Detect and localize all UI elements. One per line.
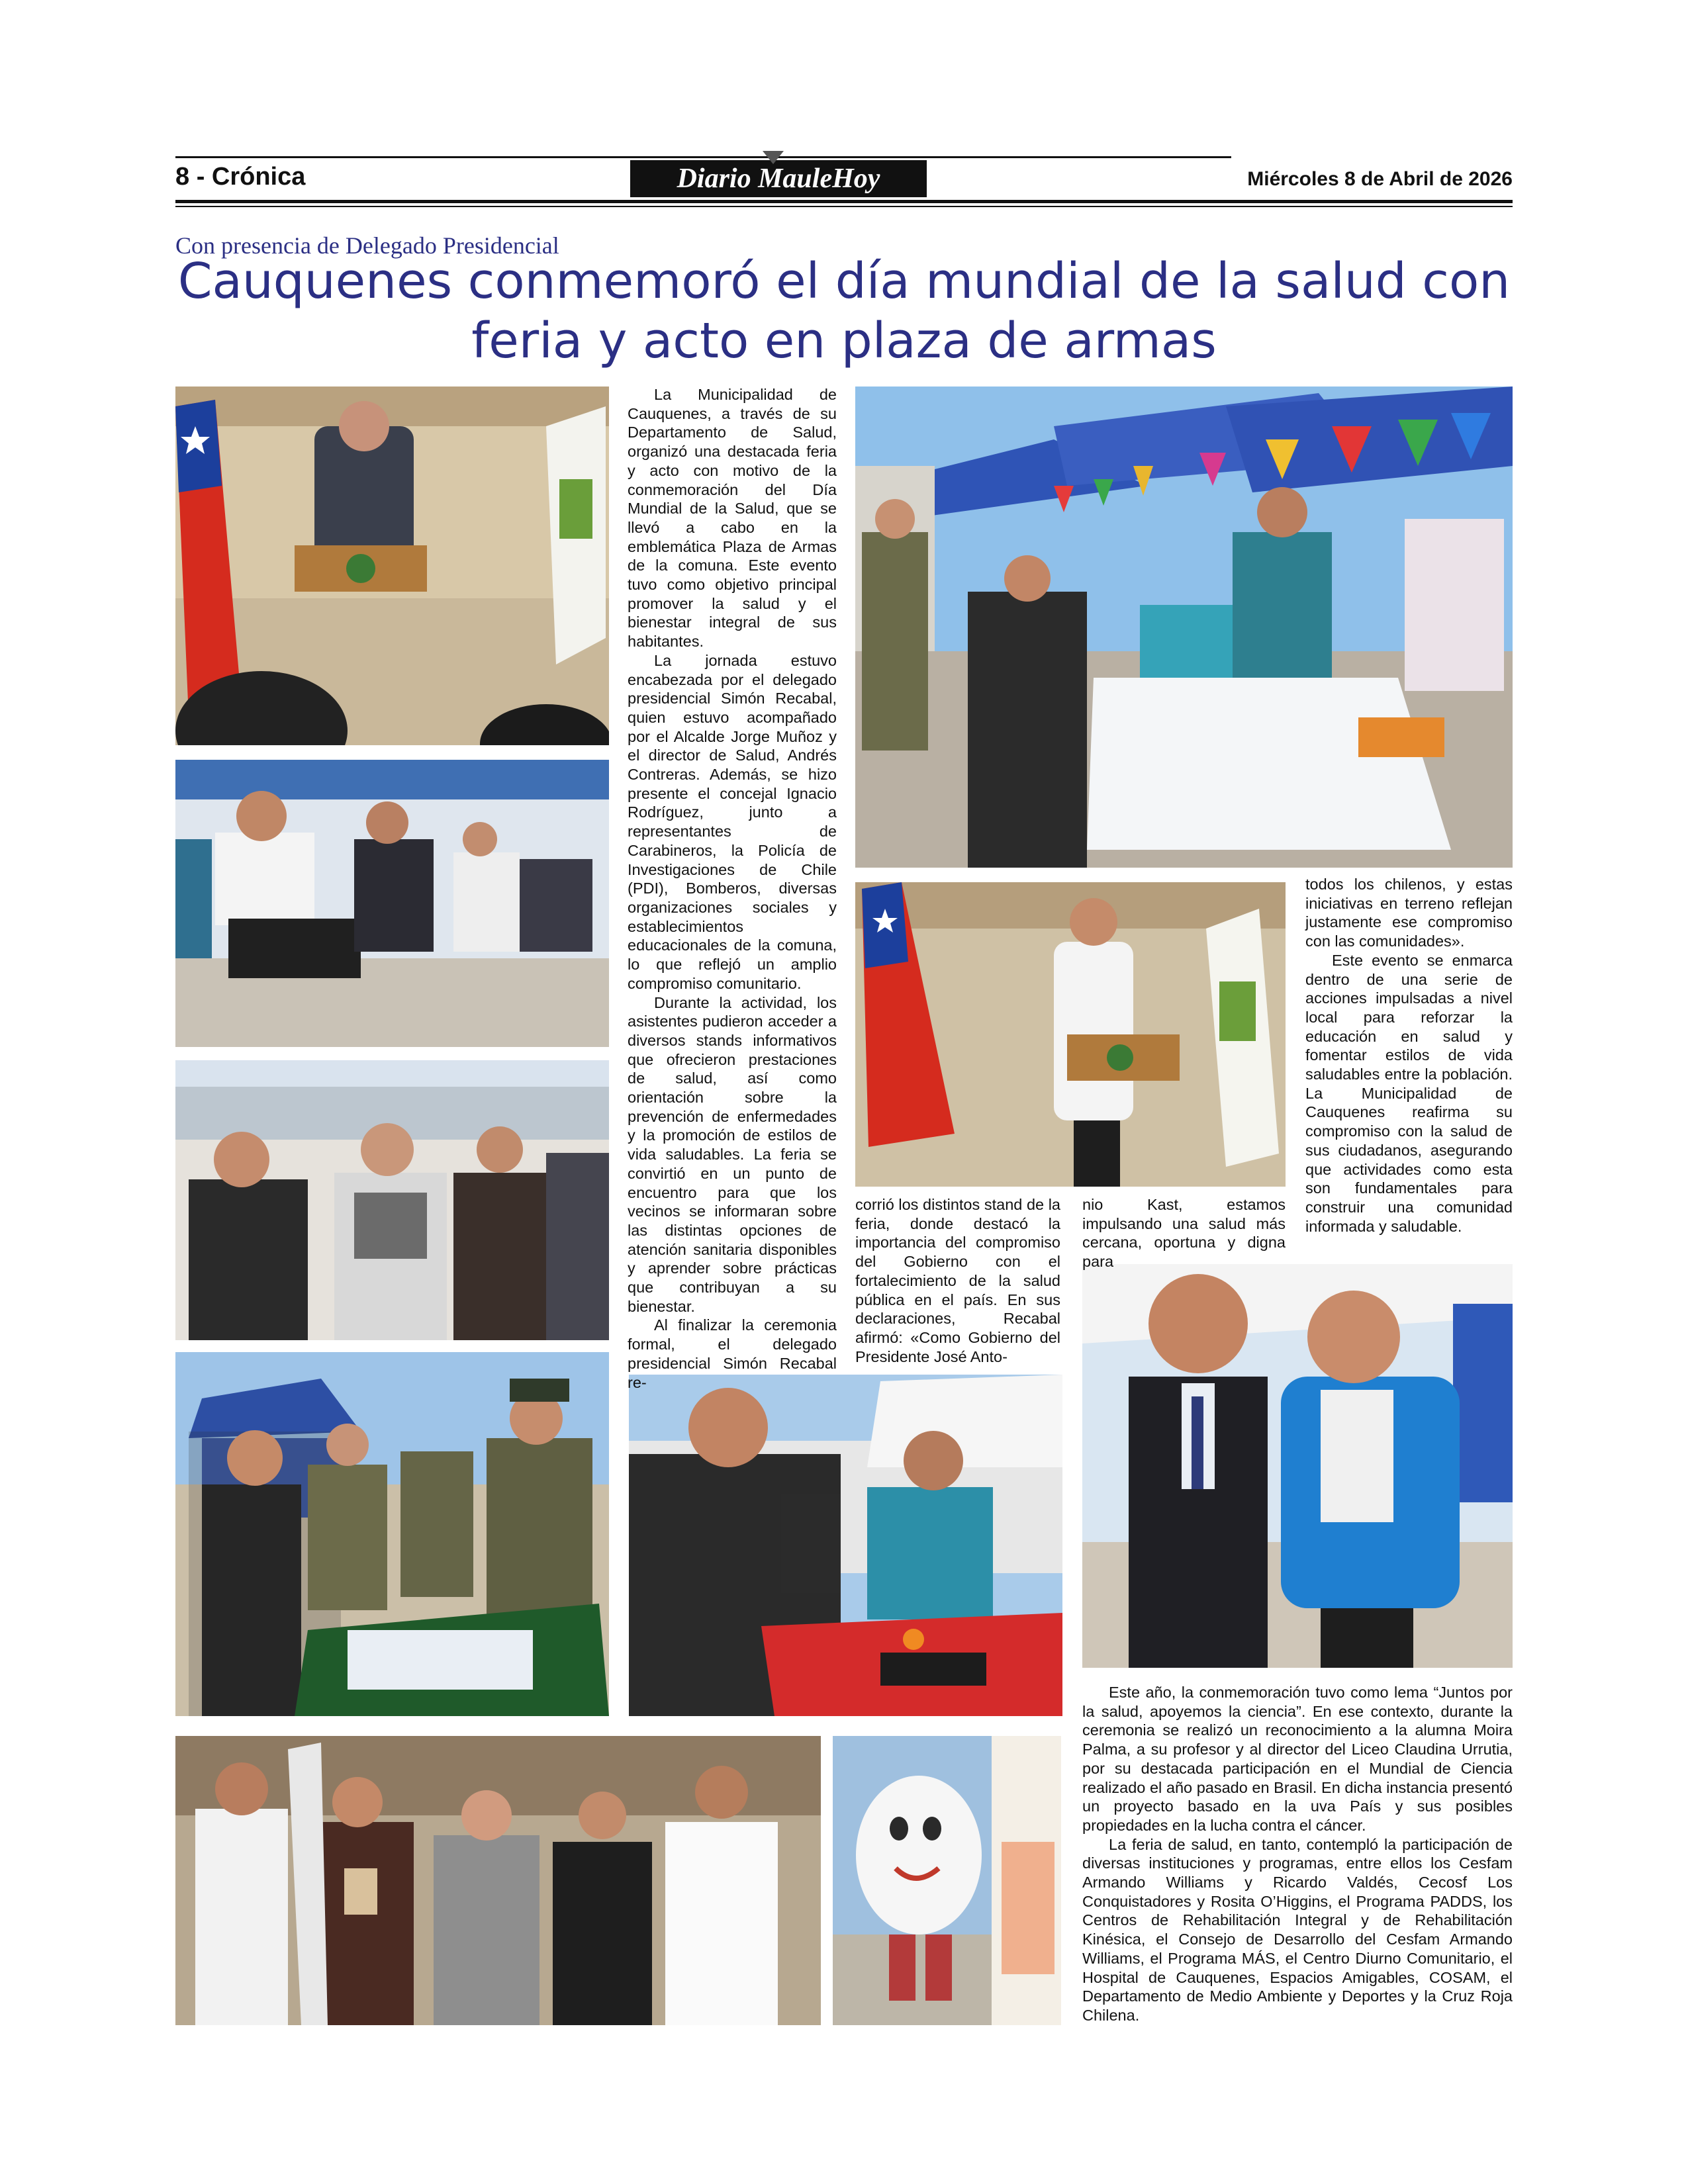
col5-para-1: Este año, la conmemoración tuvo como lema “Juntos por la salud, apoyemos la ciencia”. En ese contexto, durante la ceremonia se realizó un reconocimiento a la alumna Moira Palma, a su profesor y al director del Liceo Claudina Urrutia, por su destacada participación en el Mundial de Ciencia realizado el año pasado en Brasil. En dicha instancia presentó un proyecto basado en la uva País y sus posibles propiedades en la lucha contra el cáncer. [1082,1684,1513,1834]
headline: Cauquenes conmemoró el día mundial de la salud con feria y acto en plaza de armas [177,253,1511,369]
issue-date: Miércoles 8 de Abril de 2026 [1247,168,1513,190]
col4-para-1: todos los chilenos, y estas iniciativas en terreno reflejan justamente ese compromiso con las comunidades». [1305,876,1513,950]
text-col-3 [1082,1195,1286,1271]
header-rule-thick [175,200,1513,203]
col5-para-2: La feria de salud, en tanto, contempló la participación de diversas instituciones y programas, entre ellos los Cesfam Armando Williams y Ricardo Valdés, Cecosf Los Conquistadores y Rosita O’Higgins, el Programa PADDS, los Centros de Rehabilitación Integral y de Rehabilitación Kinésica, el Consejo de Desarrollo del Cesfam Armando Williams, el Programa MÁS, el Centro Diurno Comunitario, el Hospital de Cauquenes, Espacios Amigables, COSAM, el Departamento de Medio Ambiente y Deportes y la Cruz Roja Chilena. [1082,1835,1513,2024]
photo-audience [175,1060,609,1340]
col1-para-2: La jornada estuvo encabezada por el delegado presidencial Simón Recabal, quien estuvo acompañado por el Alcalde Jorge Muñoz y el director de Salud, Andrés Contreras. Además, se hizo presente el concejal Ignacio Rodríguez, junto a representantes de Carabineros, la Policía de Investigaciones de Chile (PDI), Bomberos, diversas organizaciones sociales y establecimientos educacionales de la comuna, lo que reflejó un amplio compromiso comunitario. [628,651,837,992]
masthead-logo [630,160,927,197]
photo-doctor-podium [855,882,1286,1187]
col4-para-2: Este evento se enmarca dentro de una serie de acciones impulsadas a nivel local para reforzar la educación en salud y fomentar estilos de vida saludables entre la población. La Municipalidad de Cauquenes reafirma su compromiso con la salud de sus ciudadanos, asegurando que actividades como esta son fundamentales para construir una comunidad informada y saludable. [1305,951,1513,1235]
col1-para-4: Al finalizar la ceremonia formal, el delegado presidencial Simón Recabal re- [628,1316,837,1391]
photo-tooth-mascot [833,1736,1061,2025]
text-col-4 [1305,875,1513,1236]
header-rule-thin [175,206,1513,207]
col2-para: corrió los distintos stand de la feria, donde destacó la importancia del compromiso del Gobierno con el fortalecimiento de la salud pública en el país. En sus declaraciones, Recabal afirmó: «Como Gobierno del Presidente José Anto- [855,1196,1060,1365]
photo-health-fair [855,387,1513,868]
top-rule [175,156,1231,158]
photo-group-recognition [175,1736,821,2025]
masthead-text: Diario MauleHoy [677,163,880,194]
text-col-2 [855,1195,1060,1366]
photo-speaker-podium [175,387,609,745]
photo-pressure-check [629,1375,1062,1716]
col1-para-1: La Municipalidad de Cauquenes, a través de su Departamento de Salud, organizó una destacada feria y acto con motivo de la conmemoración del Día Mundial de la Salud, que se llevó a cabo en la emblemática Plaza de Armas de la comuna. Este evento tuvo como objetivo principal promover la salud y el bienestar integral de sus habitantes. [628,386,837,651]
masthead-notch [763,151,784,164]
text-col-5 [1082,1683,1513,2025]
section-label: 8 - Crónica [175,163,306,191]
photo-seated-officials [175,760,609,1047]
col3-para: nio Kast, estamos impulsando una salud más cercana, oportuna y digna para [1082,1196,1286,1271]
text-col-1 [628,385,837,1392]
photo-two-people [1082,1264,1513,1668]
col1-para-3: Durante la actividad, los asistentes pudieron acceder a diversos stands informativos que ofrecieron prestaciones de salud, así como orientación sobre la prevención de enfermedades y la promoción de estilos de vida saludables. La feria se convirtió en un punto de encuentro para que los vecinos se informaran sobre las distintas opciones de atención sanitaria disponibles y aprender sobre prácticas que contribuyan a su bienestar. [628,993,837,1315]
photo-carabineros-stand [175,1352,609,1716]
kicker: Con presencia de Delegado Presidencial [175,232,559,259]
